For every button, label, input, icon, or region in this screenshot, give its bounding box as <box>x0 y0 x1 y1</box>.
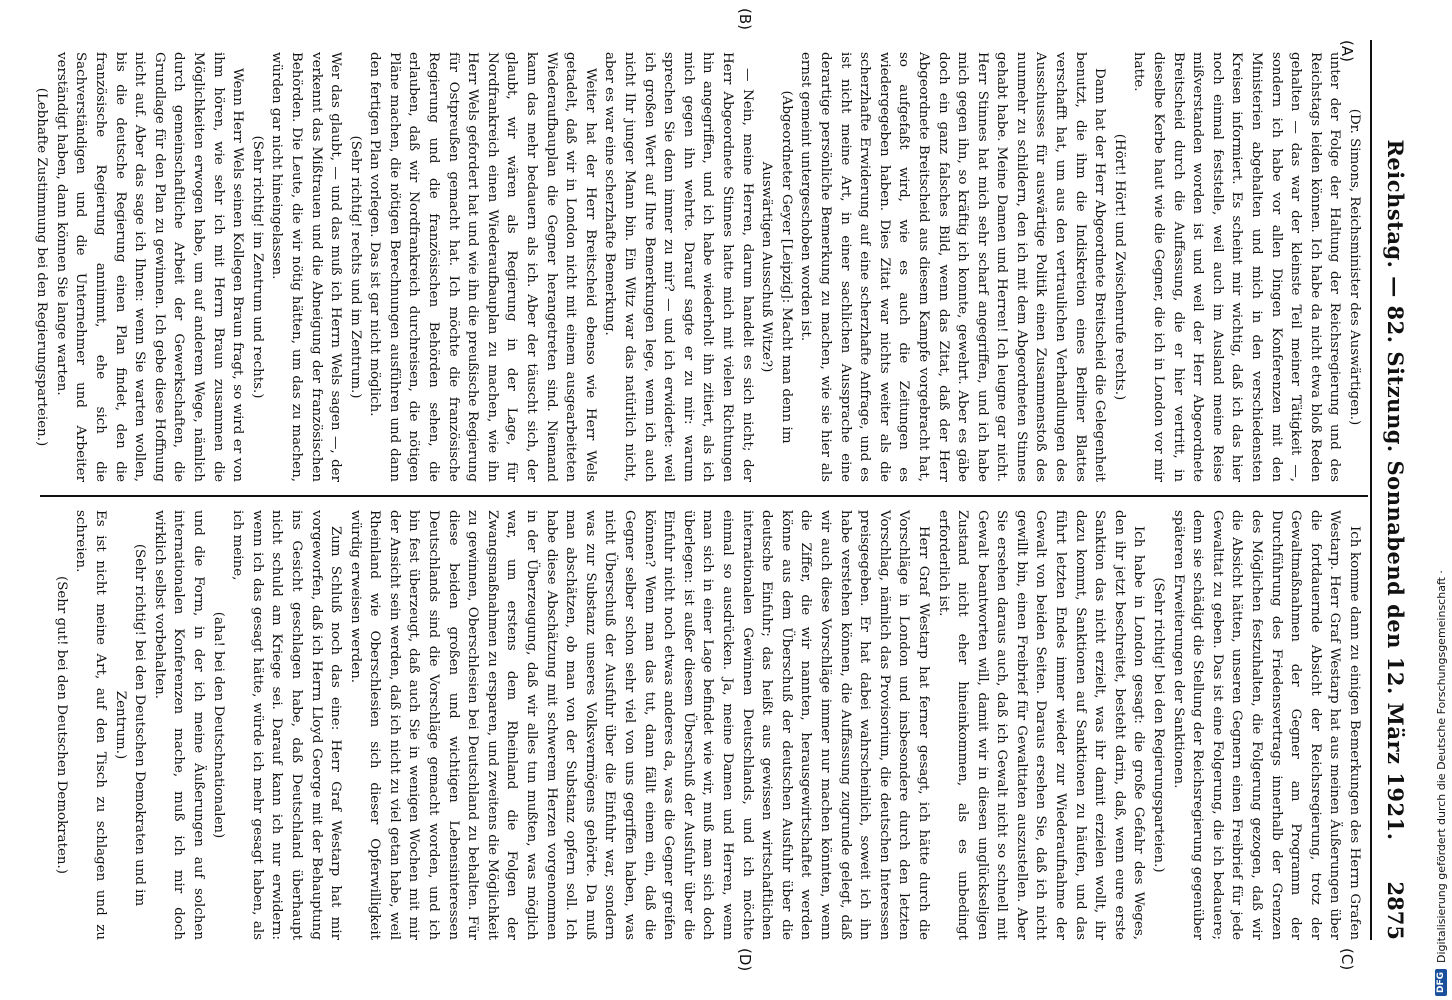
interjection: (Sehr richtig! rechts und im Zentrum.) <box>347 135 363 399</box>
column-divider <box>40 495 1368 497</box>
paragraph: Weiter hat der Herr Breitscheid ebenso wie Herr Wels getadelt, daß wir in London nicht mit einem ausgearbeiteten Wiederaufbauplan die Gegner herangetreten sind. Niemand kann das mehr bedauern als ich. Aber der täuscht sich, der glaubt, wir wären als Regierung in der Lage, für Nordfrankreich einen Wiederaufbauplan zu machen, wie ihn Herr Wels gefordert hat und wie ihn die preußische Regierung für Ostpreußen gemacht hat. Ich möchte die französische Regierung und die französischen Behörden sehen, die erlauben, daß wir Nordfrankreich durchreisen, die nötigen Pläne machen, die nötigen Berechnungen ausführen und dann den fertigen Plan vorlegen. Das ist gar nicht möglich. <box>367 52 598 482</box>
interjection: (Sehr gut! bei den Deutschen Demokraten.) <box>53 575 69 875</box>
paragraph: unter der Folge der Haltung der Reichsregierung und des Reichstags leiden können. Ich habe da nicht etwa bloß Reden gehalten — das war der kleinste Teil meiner Tätigkeit —, sondern ich habe vor allen Dingen Konferenzen mit den Ministerien abgehalten und mich in den verschiedensten Kreisen informiert. Es scheint mir wichtig, daß ich das hier noch einmal feststelle, weil auch im Ausland meine Reise mißverstanden worden ist und weil der Herr Abgeordnete Breitscheid durch die Auffassung, die er hier vertritt, in dieselbe Kerbe haut wie die Gegner, die ich in London vor mir hatte. <box>1131 52 1343 482</box>
margin-marker-b: (B) <box>736 8 754 30</box>
paragraph: Wer das glaubt, — und das muß ich Herrn Wels sagen —, der verkennt das Mißtrauen und die Abneigung der französischen Behörden. Die Leute, die wir nötig hätten, um das zu machen, würden gar nicht hineingelassen. <box>269 52 344 482</box>
header-title: Reichstag. — 82. Sitzung. Sonnabend den 12. März 1921. <box>1383 139 1409 841</box>
footer-strip <box>1410 0 1448 1000</box>
right-column <box>40 510 1364 940</box>
paragraph: Wenn Herr Wels seinen Kollegen Braun fragt, so wird er von ihm hören, wie sehr ich mit Herrn Braun zusammen die Möglichkeiten erwogen habe, um auf anderem Wege, nämlich durch gemeinschaftliche Arbeit der Gewerkschaften, die Grundlage für den Plan zu gewinnen. Ich gebe diese Hoffnung nicht auf. Aber das sage ich Ihnen: wenn Sie warten wollen, bis die deutsche Regierung einen Plan findet, den die französische Regierung annimmt, ehe sich die Sachverständigen und die Unternehmer und Arbeiter verständigt haben, dann können Sie lange warten. <box>53 52 246 482</box>
interjection: (Abgeordneter Geyer [Leipzig]: Macht man denn im Auswärtigen Ausschuß Witze?) <box>759 90 794 444</box>
interjection: (Sehr richtig! im Zentrum und rechts.) <box>249 135 265 399</box>
margin-marker-a: (A) <box>1338 40 1356 62</box>
header-rule <box>1370 40 1372 940</box>
interjection: (Hört! Hört! und Zwischenrufe rechts.) <box>1111 133 1127 401</box>
paragraph: — Nein, meine Herren, darum handelt es sich nicht; der Herr Abgeordnete Stinnes hatte mich mit vielen Richtungen hin angegriffen, und ich habe wiederholt ihn zitiert, als ich mich gegen ihn wehrte. Darauf sagte er zu mir: warum sprechen Sie denn immer zu mir? — und ich erwiderte: weil ich großen Wert auf Ihre Bemerkungen lege, wenn ich auch nicht Ihr junger Mann bin. Ein Witz war das natürlich nicht, aber es war eine scherzhafte Bemerkung. <box>602 52 755 482</box>
margin-marker-d: (D) <box>736 948 754 972</box>
paragraph: Herr Graf Westarp hat ferner gesagt, ich hätte durch die Vorschläge in London und insbesondere durch den letzten Vorschlag, nämlich das Provisorium, die deutschen Interessen preisgegeben. Er hat dabei wahrscheinlich, soweit ich ihn habe verstehen können, die Auffassung zugrunde gelegt, daß wir auch diese Vorschläge immer nur machen könnten, wenn die Ziffer, die wir nannten, herausgewirtschaftet werden könne aus dem Überschuß der deutschen Ausfuhr über die deutsche Einfuhr; das heißt aus gewissen wirtschaftlichen internationalen Gewinnen Deutschlands, und ich möchte einmal so ausdrücken. Ja, meine Damen und Herren, wenn man sich in einer Lage befindet wie wir, muß man sich doch überlegen: ist außer diesem Überschuß der Ausfuhr über die Einfuhr nicht noch etwas anderes da, was die Gegner greifen können? Wenn man das tut, dann fällt einem ein, daß die Gegner selber schon sehr viel von uns gegriffen haben, was nicht Überschuß der Ausfuhr über die Einfuhr war, sondern was zur Substanz unseres Volksvermögens gehörte. Da muß man abschätzen, ob man von der Substanz opfern soll. Ich habe diese Abschätzung mit schwerem Herzen vorgenommen in der Überzeugung, daß wir alles tun mußten, was möglich war, um erstens dem Rheinland die Folgen der Zwangsmaßnahmen zu ersparen, und zweitens die Möglichkeit zu gewinnen, Oberschlesien bei Deutschland zu behalten. Für diese beiden großen und wichtigen Lebensinteressen Deutschlands sind die Vorschläge gemacht worden, und ich bin fest überzeugt, daß auch Sie in wenigen Wochen mit mir der Ansicht sein werden, daß ich nicht zu viel getan habe, weil Rheinland wie Oberschlesien sich dieser Opferwilligkeit würdig erweisen werden. <box>347 510 931 940</box>
paragraph: Ich komme dann zu einigen Bemerkungen des Herrn Grafen Westarp. Herr Graf Westarp hat aus meinen Äußerungen über die fortdauernde Absicht der Reichsregierung, trotz der Gewaltmaßnahmen der Gegner am Programm der Durchführung des Friedensvertrags innerhalb der Grenzen des Möglichen festzuhalten, die Folgerung gezogen, daß wir die Absicht hätten, unseren Gegnern einen Freibrief für jede Gewalttat zu geben. Das ist eine Folgerung, die ich bedauere; denn sie schädigt die Stellung der Reichsregierung gegenüber späteren Erweiterungen der Sanktionen. <box>1170 510 1362 940</box>
funding-note: Digitalisierung gefördert durch die Deutsche Forschungsgemeinschaft · <box>1434 570 1448 963</box>
footer-inner <box>1430 0 1452 1000</box>
paragraph: Ich habe in London gesagt: die große Gefahr des Weges, den ihr jetzt beschreitet, besteht darin, daß, wenn eure erste Sanktion das nicht erzielt, was ihr damit erzielen wollt, ihr dazu kommt, Sanktionen auf Sanktionen zu häufen, und das führt letzten Endes immer wieder zur Wiederaufnahme der Gewalt von beiden Seiten. Daraus ersehen Sie, daß ich nicht gewillt bin, einen Freibrief für Gewalttaten auszustellen. Aber Sie ersehen daraus auch, daß ich Gewalt nicht so schnell mit Gewalt beantworten will, damit wir in diesen unglückseligen Zustand nicht eher hineinkommen, als es unbedingt erforderlich ist. <box>935 510 1147 940</box>
margin-marker-c: (C) <box>1338 948 1356 971</box>
paragraph: Zum Schluß noch das eine: Herr Graf Westarp hat mir vorgeworfen, daß ich Herrn Lloyd George mit der Behauptung ins Gesicht geschlagen habe, daß Deutschland überhaupt nicht schuld am Kriege sei. Darauf kann ich nur erwidern: wenn ich das gesagt hätte, würde ich mehr gesagt haben, als ich meine, <box>230 510 344 940</box>
interjection: (Sehr richtig! bei den Regierungsparteien.) <box>1151 577 1167 873</box>
paragraph: Es ist nicht meine Art, auf den Tisch zu schlagen und zu schreien. <box>73 510 108 940</box>
interjection: (Dr. Simons, Reichsminister des Auswärtigen.) <box>1347 108 1362 426</box>
paragraph: Dann hat der Herr Abgeordnete Breitscheid die Gelegenheit benutzt, die ihm die Indiskretion eines Berliner Blattes verschafft hat, um aus den vertraulichen Verhandlungen des Ausschusses für auswärtige Politik einen Zusammenstoß des nunmehr zu schildern, den ich mit dem Abgeordneten Stinnes gehabt habe. Meine Damen und Herren! Ich leugne gar nicht. Herr Stinnes hat mich sehr scharf angegriffen, und ich habe mich gegen ihn, so kräftig ich konnte, gewehrt. Aber es gäbe doch ein ganz falsches Bild, wenn das Zitat, daß der Herr Abgeordnete Breitscheid aus diesem Kampfe vorgebracht hat, so aufgefaßt wird, wie es auch die Zeitungen es wiedergegeben haben. Dies Zitat war nichts weiter als die scherzhafte Erwiderung auf eine scherzhafte Anfrage, und es ist nicht meine Art, in einer sachlichen Aussprache eine derartige persönliche Bemerkung zu machen, wie sie hier als ernst gemeint untergeschoben worden ist. <box>798 52 1108 482</box>
interjection: (aha! bei den Deutschnationalen) <box>210 611 226 839</box>
paragraph: und die Form, in der ich meine Äußerungen auf solchen internationalen Konferenzen mache, muß ich mir doch wirklich selbst vorbehalten. <box>151 510 206 940</box>
dfg-logo: DFG <box>1435 969 1447 996</box>
interjection: (Lebhafte Zustimmung bei den Regierungsparteien.) <box>34 87 50 447</box>
interjection: (Sehr richtig! bei den Deutschen Demokraten und im Zentrum.) <box>112 543 148 907</box>
left-column <box>34 52 1364 482</box>
page-number: 2875 <box>1383 881 1409 940</box>
